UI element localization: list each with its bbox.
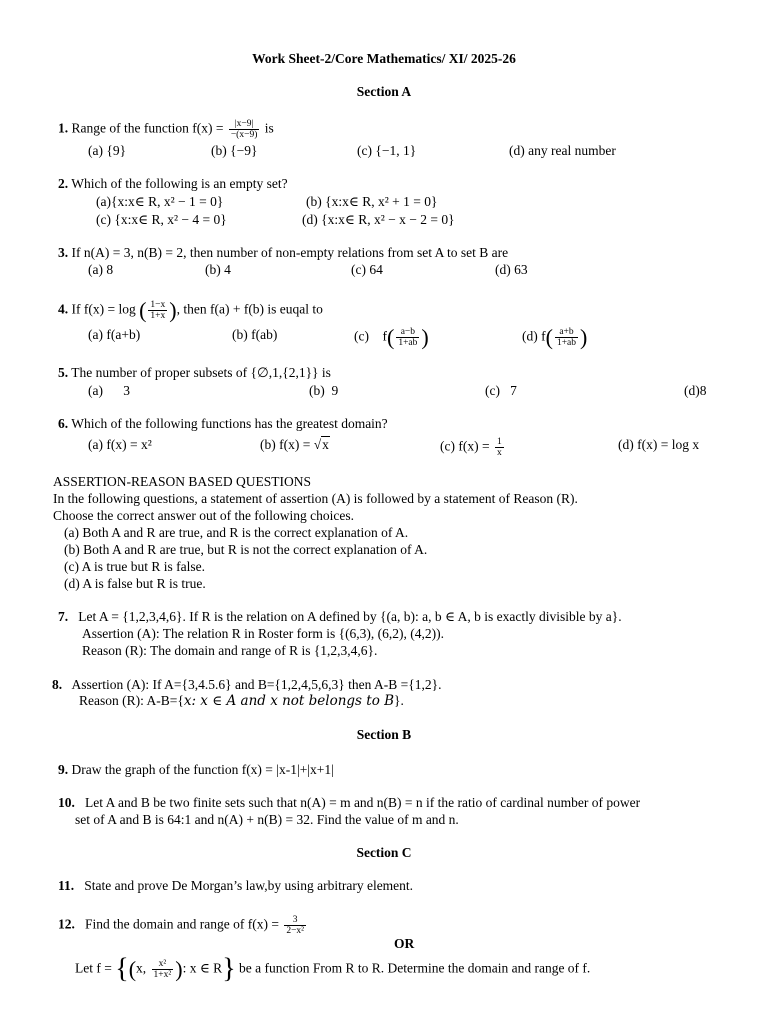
question-text: Find the domain and range of f(x) = — [85, 916, 279, 932]
question-text-tail: is — [264, 120, 274, 136]
fraction-denominator: 1+x² — [153, 970, 172, 980]
question-12 — [58, 915, 308, 936]
question-7 — [58, 609, 622, 625]
option-function: f — [382, 328, 387, 344]
fraction-numerator: 3 — [284, 915, 306, 926]
fraction — [152, 959, 174, 980]
option-a: (a) f(x) = x² — [88, 437, 152, 452]
question-text: State and prove De Morgan’s law,by using arbitrary element. — [84, 878, 414, 893]
alt-text-pre: Let f = — [75, 960, 112, 976]
question-10 — [58, 795, 640, 811]
question-number: 8. — [52, 677, 63, 692]
option-d: (d) f( $\frac{a+b}{1+ab}$ ) — [522, 324, 588, 350]
fraction — [495, 437, 504, 458]
assertion-text: Assertion (A): If A={3,4.5.6} and B={1,2,4,5,6,3} then A-B ={1,2}. — [71, 677, 442, 692]
option-b: (b) f(x) = √x — [260, 437, 329, 452]
option-b: (b) 9 — [309, 383, 339, 398]
fraction — [229, 119, 260, 140]
question-4: 4. If f(x) = log ( $\frac{1-x}{1+x}$ ), then f(a) + f(b) is euqal to — [58, 297, 323, 323]
question-5 — [58, 365, 331, 381]
question-number: 12. — [58, 916, 75, 932]
question-1 — [58, 119, 274, 140]
section-c-heading: Section C — [356, 845, 412, 860]
option-text: (b) f(x) = — [260, 437, 314, 452]
reason-math: x: x ∈ A and x not belongs to B — [183, 693, 395, 709]
reason-text-post: }. — [394, 693, 404, 708]
question-number: 10. — [58, 795, 75, 810]
fraction-numerator: 1−x — [150, 300, 166, 310]
question-12-alternative: Let f = {(x, $\frac{\text{x²}}{\text{1+x²}}$ ): x ∈ R} be a function From R to R. Determine the domain and range of f. — [75, 953, 591, 985]
question-text-post: , then f(a) + f(b) is euqal to — [176, 301, 323, 317]
option-b: (b) {−9} — [211, 143, 258, 158]
question-text: Which of the following is an empty set? — [71, 176, 288, 191]
option-c: (c) 7 — [485, 383, 517, 398]
option-a: (a) 8 — [88, 262, 114, 277]
option-d: (d)8 — [684, 383, 707, 398]
question-9 — [58, 762, 334, 778]
option-b: (b) 4 — [205, 262, 231, 277]
question-text: Which of the following functions has the greatest domain? — [71, 416, 388, 431]
alt-text-post: be a function From R to R. Determine the domain and range of f. — [239, 960, 591, 976]
option-text: (c) f(x) = — [440, 438, 490, 454]
option-d: (d) {x:x∈ R, x² − x − 2 = 0} — [302, 212, 455, 227]
option-a: (a) {9} — [88, 143, 127, 158]
question-text: Let A = {1,2,3,4,6}. If R is the relation on A defined by {(a, b): a, b ∈ A, b is exactly divisible by a}. — [78, 609, 622, 624]
question-number: 4. — [58, 301, 69, 317]
option-label: (c) — [354, 328, 369, 344]
section-a-heading: Section A — [356, 84, 412, 99]
radicand: x — [322, 437, 329, 452]
question-text: Range of the function f(x) = — [71, 120, 224, 136]
fraction — [396, 327, 419, 348]
question-number: 11. — [58, 878, 75, 893]
option-c: (c) {x:x∈ R, x² − 4 = 0} — [96, 212, 227, 227]
question-text: The number of proper subsets of {∅,1,{2,1}} is — [71, 365, 331, 380]
fraction-denominator: −(x−9) — [230, 130, 258, 140]
assertion-reason-choice-c: (c) A is true but R is false. — [64, 559, 205, 574]
question-number: 5. — [58, 365, 69, 380]
assertion-reason-intro-2: Choose the correct answer out of the following choices. — [53, 508, 355, 523]
option-a: (a) 3 — [88, 383, 130, 398]
fraction-numerator: a−b — [396, 327, 419, 338]
question-text: If n(A) = 3, n(B) = 2, then number of non-empty relations from set A to set B are — [71, 245, 509, 260]
fraction-numerator: 1 — [496, 437, 502, 447]
alt-condition: : x ∈ R — [182, 960, 223, 976]
fraction-numerator: x² — [152, 959, 174, 970]
option-a: (a) f(a+b) — [88, 327, 141, 342]
question-number: 9. — [58, 762, 69, 777]
question-number: 7. — [58, 609, 69, 624]
option-c: (c) {−1, 1} — [357, 143, 417, 158]
fraction-denominator: 1+ab — [556, 338, 577, 348]
question-text: Let A and B be two finite sets such that n(A) = m and n(B) = n if the ratio of cardinal number of power — [85, 795, 641, 810]
question-text: Draw the graph of the function f(x) = |x-1|+|x+1| — [71, 762, 334, 777]
fraction-denominator: 2−x² — [286, 926, 305, 936]
fraction-denominator: x — [496, 448, 502, 458]
fraction-denominator: 1+ab — [398, 338, 418, 348]
question-number: 6. — [58, 416, 69, 431]
assertion-reason-intro-1: In the following questions, a statement of assertion (A) is followed by a statement of Reason (R). — [53, 491, 578, 506]
option-b: (b) f(ab) — [232, 327, 278, 342]
option-c — [440, 437, 506, 458]
alt-pair-x: x, — [136, 960, 147, 976]
question-number: 1. — [58, 120, 69, 136]
question-text-continued: set of A and B is 64:1 and n(A) + n(B) = 32. Find the value of m and n. — [75, 812, 459, 827]
fraction-denominator: 1+x — [150, 311, 166, 321]
reason-text: Reason (R): The domain and range of R is {1,2,3,4,6}. — [82, 643, 378, 658]
fraction — [284, 915, 306, 936]
question-6 — [58, 416, 388, 432]
assertion-reason-choice-a: (a) Both A and R are true, and R is the correct explanation of A. — [64, 525, 409, 540]
question-2 — [58, 176, 288, 192]
or-separator: OR — [394, 936, 415, 951]
question-11 — [58, 878, 413, 894]
assertion-text: Assertion (A): The relation R in Roster form is {(6,3), (6,2), (4,2)). — [82, 626, 445, 641]
question-number: 3. — [58, 245, 69, 260]
question-number: 2. — [58, 176, 69, 191]
worksheet-title: Work Sheet-2/Core Mathematics/ XI/ 2025-26 — [252, 51, 516, 66]
fraction-numerator: |x−9| — [229, 119, 260, 130]
option-c: (c) 64 — [351, 262, 383, 277]
fraction — [148, 300, 167, 321]
assertion-reason-choice-b: (b) Both A and R are true, but R is not the correct explanation of A. — [64, 542, 428, 557]
question-8 — [52, 677, 441, 693]
question-text-pre: If f(x) = log — [71, 301, 136, 317]
option-d: (d) f(x) = log x — [618, 437, 700, 452]
option-a: (a){x:x∈ R, x² − 1 = 0} — [96, 194, 224, 209]
option-d: (d) 63 — [495, 262, 528, 277]
option-b: (b) {x:x∈ R, x² + 1 = 0} — [306, 194, 438, 209]
option-d: (d) any real number — [509, 143, 616, 158]
reason-text-pre: Reason (R): A-B={ — [79, 693, 184, 708]
assertion-reason-choice-d: (d) A is false but R is true. — [64, 576, 206, 591]
option-label: (d) f — [522, 328, 546, 344]
section-b-heading: Section B — [356, 727, 412, 742]
option-c: (c) f( $\frac{a-b}{1+ab}$ ) — [354, 324, 429, 350]
fraction-numerator: a+b — [555, 327, 578, 338]
assertion-reason-heading: ASSERTION-REASON BASED QUESTIONS — [53, 474, 311, 489]
question-3 — [58, 245, 508, 261]
reason-text — [79, 693, 404, 709]
fraction — [555, 327, 578, 348]
